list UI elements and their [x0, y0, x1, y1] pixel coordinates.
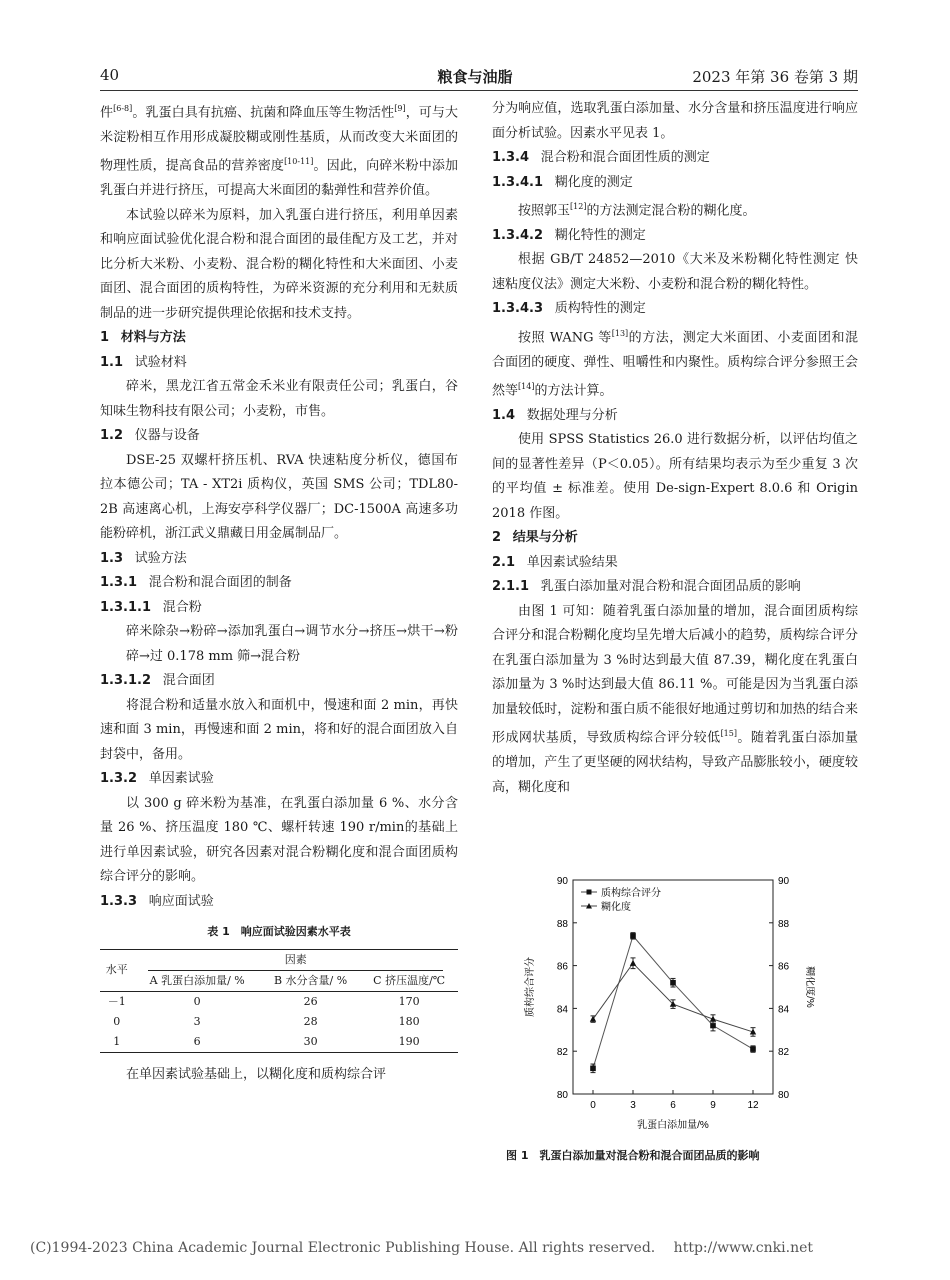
section-heading: 1.1 试验材料: [100, 354, 187, 370]
issue-info: 2023 年第 36 卷第 3 期: [692, 68, 858, 86]
y-axis-label-right: 糊化度/%: [804, 966, 815, 1008]
data-point-square: [590, 1066, 596, 1072]
copyright-footer: (C)1994-2023 China Academic Journal Electronic Publishing House. All rights reserved. http://www.cnki.net: [30, 1240, 814, 1256]
table-row: 0 3 28 180: [113, 1014, 420, 1028]
data-point-square: [750, 1046, 756, 1052]
paragraph: 以 300 g 碎米粉为基准，在乳蛋白添加量 6 %、水分含量 26 %、挤压温度 180 ℃、螺杆转速 190 r/min的基础上进行单因素试验，研究各因素对混合粉糊化度和混合面团质构综合评分的影响。: [100, 795, 458, 885]
section-heading: 1.3.1.2 混合面团: [100, 673, 215, 689]
legend-label: 糊化度: [601, 902, 631, 913]
paragraph: 按照郭玉[12]的方法测定混合粉的糊化度。: [518, 202, 756, 219]
right-column: [492, 97, 858, 800]
section-heading: 2.1 单因素试验结果: [492, 554, 618, 570]
data-point-square: [670, 980, 676, 986]
paragraph: 分为响应值，选取乳蛋白添加量、水分含量和挤压温度进行响应面分析试验。因素水平见表 1。: [492, 101, 858, 141]
table-header: 因素: [133, 949, 458, 971]
paragraph: 在单因素试验基础上，以糊化度和质构综合评: [126, 1066, 387, 1082]
paragraph: 将混合粉和适量水放入和面机中，慢速和面 2 min，再快速和面 3 min，再慢速和面 2 min，将和好的混合面团放入自封袋中，备用。: [100, 697, 458, 762]
section-heading: 1.3 试验方法: [100, 550, 187, 566]
table-header: A 乳蛋白添加量/ %: [133, 971, 260, 992]
table-header: 水平: [100, 949, 133, 991]
table-row: －1 0 26 170: [107, 994, 420, 1008]
y-tick-label-left: 90: [556, 876, 568, 887]
section-heading: 1.3.3 响应面试验: [100, 893, 214, 909]
y-axis-label-left: 质构综合评分: [525, 957, 536, 1017]
y-tick-label-left: 80: [556, 1090, 568, 1101]
section-heading: 1.3.4.3 质构特性的测定: [492, 301, 646, 317]
table-header: C 挤压温度/℃: [360, 971, 458, 992]
section-heading: 1 材料与方法: [100, 330, 186, 346]
paragraph: 使用 SPSS Statistics 26.0 进行数据分析，以评估均值之间的显著性差异（P＜0.05）。所有结果均表示为至少重复 3 次的平均值 ± 标准差。使用 De-sign-Expert 8.0.6 和 Origin 2018 作图。: [492, 432, 858, 521]
y-tick-label-right: 82: [778, 1047, 790, 1059]
legend-label: 质构综合评分: [601, 888, 661, 899]
x-tick-label: 6: [670, 1100, 676, 1111]
table-row: 1 6 30 190: [100, 1032, 458, 1053]
paragraph: 本试验以碎米为原料，加入乳蛋白进行挤压，利用单因素和响应面试验优化混合粉和混合面团的最佳配方及工艺，并对比分析大米粉、小麦粉、混合粉的糊化特性和大米面团、小麦面团、混合面团的质构特性，为碎米资源的充分利用和无麸质制品的进一步研究提供理论依据和技术支持。: [100, 207, 458, 321]
x-tick-label: 3: [630, 1100, 636, 1111]
left-column: [100, 97, 458, 1087]
section-heading: 1.3.1 混合粉和混合面团的制备: [100, 575, 292, 591]
paragraph: 件[6-8]。乳蛋白具有抗癌、抗菌和降血压等生物活性[9]，可与大米淀粉相互作用形成凝胶糊或刚性基质，从而改变大米面团的物理性质，提高食品的营养密度[10-11]。因此，向碎米粉中添加乳蛋白并进行挤压，可提高大米面团的黏弹性和营养价值。: [100, 104, 458, 199]
section-heading: 1.4 数据处理与分析: [492, 407, 618, 423]
paragraph: DSE-25 双螺杆挤压机、RVA 快速粘度分析仪，德国布拉本德公司；TA - XT2i 质构仪，英国 SMS 公司；TDL80-2B 高速离心机，上海安亭科学仪器厂；DC-1500A 高速多功能粉碎机，浙江武义鼎藏日用金属制品厂。: [100, 452, 458, 542]
section-heading: 1.3.1.1 混合粉: [100, 599, 202, 615]
data-point-square: [630, 933, 636, 939]
y-tick-label-right: 90: [778, 876, 790, 887]
header-rule: [100, 90, 858, 91]
factor-level-table: [100, 949, 458, 1053]
paragraph: 由图 1 可知：随着乳蛋白添加量的增加，混合面团质构综合评分和混合粉糊化度均呈先增大后减小的趋势，质构综合评分在乳蛋白添加量为 3 %时达到最大值 87.39，糊化度在乳蛋白添加量为 3 %时达到最大值 86.11 %。可能是因为当乳蛋白添加量较低时，淀粉和蛋白质不能很好地通过剪切和加热的结合来形成网状基质，导致质构综合评分较低[15]。随着乳蛋白添加量的增加，产生了更坚硬的网状结构，导致产品膨胀较小，硬度较高，糊化度和: [492, 603, 858, 795]
paragraph: 根据 GB/T 24852—2010《大米及米粉糊化特性测定 快速粘度仪法》测定大米粉、小麦粉和混合粉的糊化特性。: [492, 252, 858, 292]
paragraph: 按照 WANG 等[13]的方法，测定大米面团、小麦面团和混合面团的硬度、弹性、咀嚼性和内聚性。质构综合评分参照王会然等[14]的方法计算。: [492, 328, 858, 399]
legend-marker-square: [587, 890, 592, 895]
x-tick-label: 0: [590, 1100, 596, 1111]
section-heading: 1.2 仪器与设备: [100, 428, 200, 444]
section-heading: 2.1.1 乳蛋白添加量对混合粉和混合面团品质的影响: [492, 579, 801, 595]
figure-1: [515, 872, 815, 1132]
y-tick-label-left: 88: [556, 918, 568, 930]
x-tick-label: 12: [747, 1100, 759, 1111]
y-tick-label-right: 80: [778, 1090, 790, 1101]
figure-caption: 图 1 乳蛋白添加量对混合粉和混合面团品质的影响: [506, 1149, 760, 1162]
section-heading: 1.3.4 混合粉和混合面团性质的测定: [492, 150, 710, 165]
y-tick-label-right: 88: [778, 918, 790, 930]
y-tick-label-left: 86: [556, 961, 568, 973]
page-number: 40: [100, 66, 120, 84]
table-title: 表 1 响应面试验因素水平表: [207, 925, 351, 939]
y-tick-label-right: 84: [778, 1004, 790, 1016]
paragraph: 碎米，黑龙江省五常金禾米业有限责任公司；乳蛋白，谷知味生物科技有限公司；小麦粉，市售。: [100, 379, 458, 419]
section-heading: 1.3.4.2 糊化特性的测定: [492, 227, 646, 243]
y-tick-label-left: 84: [556, 1004, 568, 1016]
section-heading: 1.3.2 单因素试验: [100, 771, 214, 787]
section-heading: 1.3.4.1 糊化度的测定: [492, 174, 633, 190]
line-chart: [515, 872, 815, 1132]
x-tick-label: 9: [710, 1100, 716, 1111]
process-flow: 碎米除杂→粉碎→添加乳蛋白→调节水分→挤压→烘干→粉碎→过 0.178 mm 筛→混合粉: [126, 624, 458, 664]
y-tick-label-left: 82: [556, 1047, 568, 1059]
series-line-gelatinization: [593, 963, 753, 1032]
data-point-triangle: [630, 960, 636, 966]
journal-title: 粮食与油脂: [437, 68, 513, 86]
y-tick-label-right: 86: [778, 961, 790, 973]
table-header: B 水分含量/ %: [261, 971, 360, 992]
x-axis-label: 乳蛋白添加量/%: [637, 1120, 709, 1131]
section-heading: 2 结果与分析: [492, 530, 578, 546]
